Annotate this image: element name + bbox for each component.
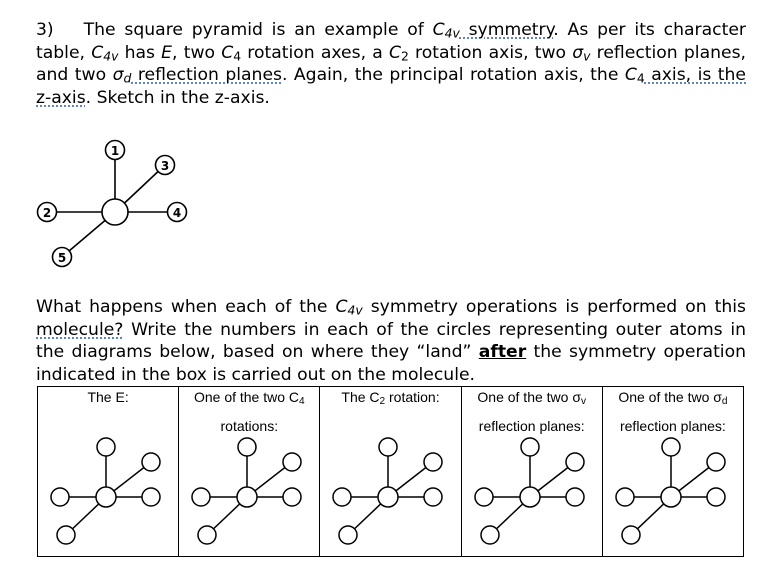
outer-atom-5 [53,248,72,267]
atom-label: 4 [172,206,182,220]
blank-molecule-diagram [603,427,744,557]
question-number: 3) [36,20,54,40]
outer-atom-3 [156,156,175,175]
central-atom [96,487,116,507]
blank-molecule-diagram [462,427,603,557]
central-atom [520,487,540,507]
outer-atom-4 [168,203,187,222]
operation-cell [320,387,461,556]
outer-atom-1 [106,141,125,160]
empty-outer-atom[interactable] [333,488,351,506]
blank-molecule-diagram [179,427,320,557]
empty-outer-atom[interactable] [707,453,725,471]
empty-outer-atom[interactable] [283,453,301,471]
operation-cell [179,387,320,556]
atom-label: 3 [160,159,170,173]
blank-molecule-diagram [320,427,461,557]
empty-outer-atom[interactable] [424,453,442,471]
empty-outer-atom[interactable] [707,488,725,506]
symmetry-operations-table [37,386,744,557]
empty-outer-atom[interactable] [51,488,69,506]
operation-cell [462,387,603,556]
empty-outer-atom[interactable] [616,488,634,506]
empty-outer-atom[interactable] [475,488,493,506]
empty-outer-atom[interactable] [481,526,499,544]
atom-label: 5 [57,251,67,265]
central-atom [661,487,681,507]
operation-label: The E: [87,389,129,405]
atom-label: 1 [110,144,120,158]
empty-outer-atom[interactable] [142,488,160,506]
operation-cell [603,387,743,556]
outer-atom-2 [38,203,57,222]
empty-outer-atom[interactable] [283,488,301,506]
question-paragraph [36,296,746,386]
atom-label: 2 [42,206,52,220]
operation-cell [38,387,179,556]
empty-outer-atom[interactable] [339,526,357,544]
empty-outer-atom[interactable] [142,453,160,471]
central-atom [102,199,128,225]
empty-outer-atom[interactable] [521,438,539,456]
blank-molecule-diagram [38,427,179,557]
empty-outer-atom[interactable] [97,438,115,456]
operation-label: One of the two $\sigma_d$ reflection planes: [618,389,728,434]
operation-label: One of the two $\sigma_v$ reflection planes: [477,389,587,434]
central-atom [237,487,257,507]
empty-outer-atom[interactable] [622,526,640,544]
question-text: What happens when each of the $C_{4v}$ symmetry operations is performed on this molecule? Write the numbers in each of the circles representing outer atoms in the diagrams below, based on where they “land” after the symmetry operation indicated in the box is carried out on the molecule. [36,297,746,385]
empty-outer-atom[interactable] [566,453,584,471]
empty-outer-atom[interactable] [662,438,680,456]
empty-outer-atom[interactable] [379,438,397,456]
intro-text: The square pyramid is an example of $C_{4v}$ symmetry. As per its character table, $C_{4v}$ has E, two $C_4$ rotation axes, a $C_2$ rotation axis, two $\sigma_v$ reflection planes, and two $\sigma_d$ reflection planes. Again, the principal rotation axis, the $C_4$ axis, is the z-axis. Sketch in the z-axis. [36,20,746,108]
empty-outer-atom[interactable] [192,488,210,506]
central-atom [378,487,398,507]
empty-outer-atom[interactable] [424,488,442,506]
empty-outer-atom[interactable] [198,526,216,544]
empty-outer-atom[interactable] [566,488,584,506]
empty-outer-atom[interactable] [57,526,75,544]
operation-label: One of the two $C_4$ rotations: [193,389,305,434]
empty-outer-atom[interactable] [238,438,256,456]
operation-label: The $C_2$ rotation: [341,389,440,408]
